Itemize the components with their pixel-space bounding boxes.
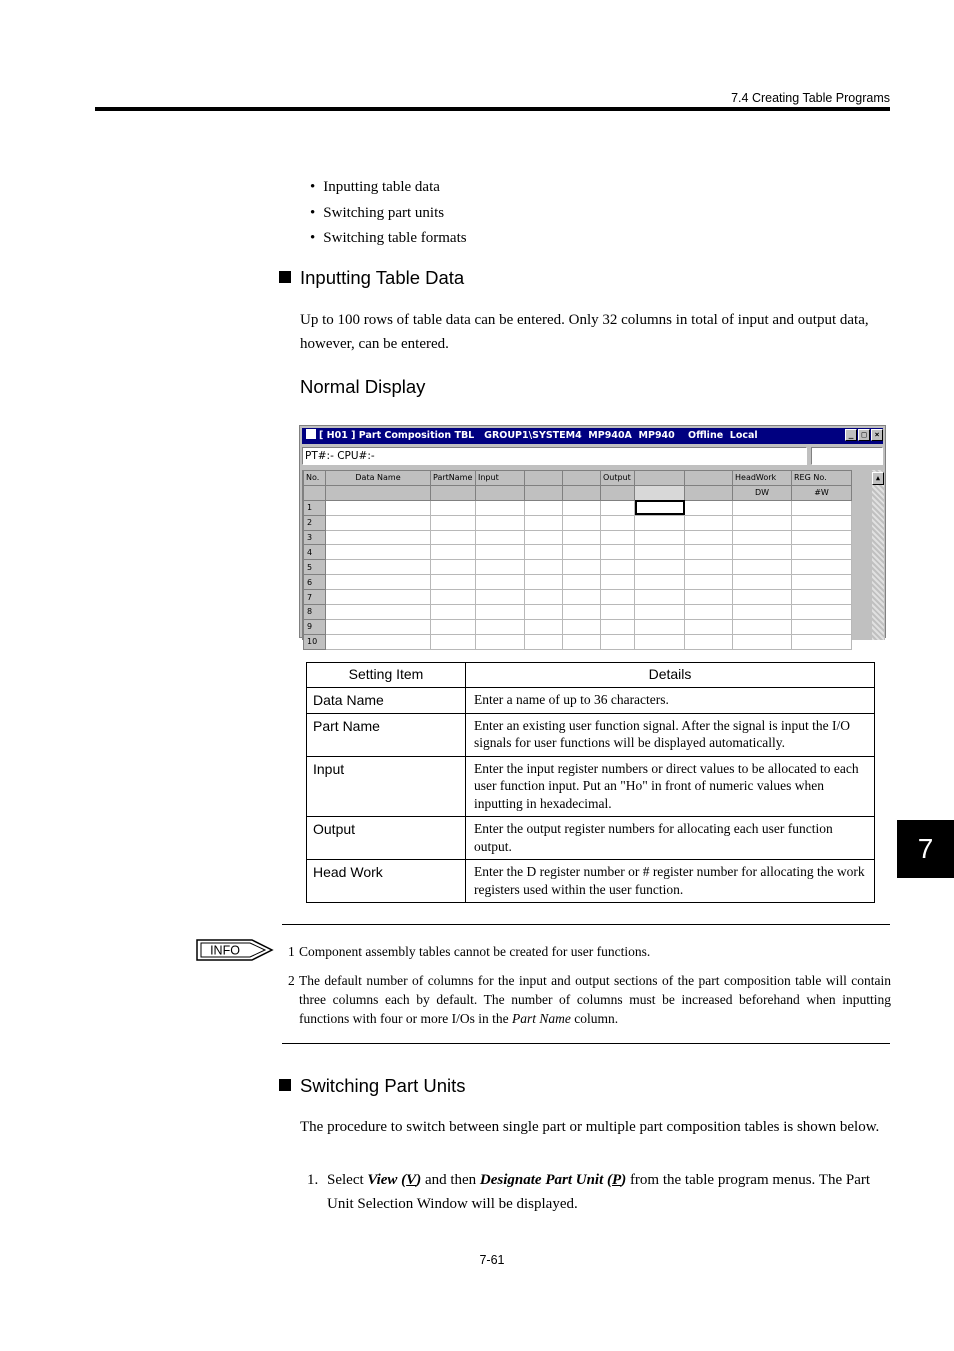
- table-row: [304, 500, 852, 515]
- grid-cell[interactable]: [563, 619, 601, 634]
- grid-cell[interactable]: [601, 545, 635, 560]
- grid-cell[interactable]: [525, 560, 563, 575]
- grid-cell[interactable]: [601, 634, 635, 649]
- grid-cell[interactable]: [525, 530, 563, 545]
- grid-cell[interactable]: [326, 530, 431, 545]
- info-icon: [196, 936, 274, 964]
- grid-column-header[interactable]: Input: [476, 471, 525, 486]
- grid-cell[interactable]: [635, 515, 685, 530]
- info-bottom-rule: [282, 1043, 890, 1044]
- grid-cell[interactable]: [635, 605, 685, 620]
- grid-cell[interactable]: [733, 500, 792, 515]
- grid-subheader-cell: [525, 485, 563, 500]
- grid-cell[interactable]: [476, 500, 525, 515]
- item-cell: Part Name: [307, 713, 466, 756]
- scroll-track[interactable]: [872, 470, 884, 640]
- grid-cell[interactable]: [476, 530, 525, 545]
- grid-cell[interactable]: [635, 545, 685, 560]
- item-cell: Output: [307, 817, 466, 860]
- section2-paragraph: The procedure to switch between single part or multiple part composition tables is shown below.: [300, 1119, 880, 1135]
- grid-cell[interactable]: [431, 560, 476, 575]
- step-1-text: Select View (V) and then Designate Part Unit (P) from the table program menus. The Part Unit Selection Window will be displayed.: [327, 1172, 871, 1212]
- item-cell: Input: [307, 756, 466, 817]
- grid-cell[interactable]: [792, 545, 852, 560]
- table-row: [307, 817, 875, 860]
- status-field: [811, 447, 883, 465]
- grid-cell[interactable]: [601, 590, 635, 605]
- grid-cell[interactable]: [326, 545, 431, 560]
- grid-cell[interactable]: [326, 590, 431, 605]
- grid-column-header[interactable]: Data Name: [326, 471, 431, 486]
- item-cell: Data Name: [307, 688, 466, 714]
- table-row: [304, 619, 852, 634]
- grid-cell[interactable]: [525, 575, 563, 590]
- grid-subheader-cell: [635, 485, 685, 500]
- row-number-cell[interactable]: 3: [304, 530, 326, 545]
- section-heading-switching: Switching Part Units: [279, 1075, 466, 1097]
- grid-cell[interactable]: [326, 515, 431, 530]
- header-setting-item: Setting Item: [307, 663, 466, 688]
- grid-cell[interactable]: [476, 560, 525, 575]
- scroll-up-icon[interactable]: ▲: [872, 472, 884, 485]
- page-number: 7-61: [479, 1253, 505, 1267]
- row-number-cell[interactable]: 6: [304, 575, 326, 590]
- chapter-tab: 7: [897, 820, 954, 878]
- grid-cell[interactable]: [601, 515, 635, 530]
- item-cell: Head Work: [307, 860, 466, 903]
- header-details: Details: [466, 663, 875, 688]
- running-header: 7.4 Creating Table Programs: [731, 91, 890, 105]
- grid-column-header[interactable]: [635, 471, 685, 486]
- grid-cell[interactable]: [563, 590, 601, 605]
- grid-cell[interactable]: [792, 590, 852, 605]
- data-grid: [303, 470, 852, 650]
- grid-column-header[interactable]: Output: [601, 471, 635, 486]
- grid-cell[interactable]: [431, 575, 476, 590]
- square-bullet-icon: [279, 1079, 291, 1091]
- table-row: [304, 530, 852, 545]
- table-row: [304, 634, 852, 649]
- list-item: • Switching table formats: [310, 226, 467, 252]
- grid-cell[interactable]: [476, 515, 525, 530]
- grid-cell[interactable]: [525, 634, 563, 649]
- grid-cell[interactable]: [431, 515, 476, 530]
- grid-cell[interactable]: [733, 575, 792, 590]
- table-header-row: [307, 663, 875, 688]
- grid-cell[interactable]: [792, 500, 852, 515]
- grid-cell[interactable]: [733, 530, 792, 545]
- grid-cell[interactable]: [563, 500, 601, 515]
- grid-cell[interactable]: [733, 619, 792, 634]
- window-icon: [306, 429, 316, 439]
- grid-cell[interactable]: [601, 575, 635, 590]
- grid-cell[interactable]: [601, 560, 635, 575]
- grid-cell[interactable]: [476, 575, 525, 590]
- grid-cell[interactable]: [476, 605, 525, 620]
- grid-cell[interactable]: [563, 634, 601, 649]
- settings-table: [306, 662, 875, 903]
- grid-cell[interactable]: [635, 590, 685, 605]
- row-number-cell[interactable]: 7: [304, 590, 326, 605]
- grid-subheader-cell: [476, 485, 525, 500]
- grid-cell[interactable]: [431, 530, 476, 545]
- grid-subheader-cell: [431, 485, 476, 500]
- grid-cell[interactable]: [635, 560, 685, 575]
- row-number-cell[interactable]: 10: [304, 634, 326, 649]
- grid-cell[interactable]: [476, 619, 525, 634]
- svg-text:INFO: INFO: [210, 943, 240, 958]
- grid-cell[interactable]: [525, 605, 563, 620]
- row-number-cell[interactable]: 9: [304, 619, 326, 634]
- grid-cell[interactable]: [563, 560, 601, 575]
- grid-cell[interactable]: [601, 619, 635, 634]
- grid-cell[interactable]: [476, 545, 525, 560]
- grid-cell[interactable]: [431, 545, 476, 560]
- table-row: [307, 756, 875, 817]
- grid-header-row: [304, 471, 852, 486]
- table-grid: [302, 470, 852, 647]
- grid-cell[interactable]: [431, 500, 476, 515]
- step-number: 1.: [307, 1172, 319, 1188]
- grid-cell[interactable]: [685, 560, 733, 575]
- table-row: [304, 605, 852, 620]
- grid-cell[interactable]: [792, 530, 852, 545]
- grid-cell[interactable]: [685, 634, 733, 649]
- grid-column-header[interactable]: [685, 471, 733, 486]
- grid-cell[interactable]: [792, 560, 852, 575]
- grid-subheader-cell: [326, 485, 431, 500]
- grid-cell[interactable]: [635, 634, 685, 649]
- grid-subheader-cell: [601, 485, 635, 500]
- grid-cell[interactable]: [525, 619, 563, 634]
- grid-cell[interactable]: [685, 605, 733, 620]
- grid-cell[interactable]: [733, 545, 792, 560]
- grid-cell[interactable]: [525, 545, 563, 560]
- row-number-cell[interactable]: 5: [304, 560, 326, 575]
- details-cell: Enter an existing user function signal. After the signal is input the I/O signals for user functions will be displayed automatically.: [466, 713, 875, 756]
- grid-cell[interactable]: [733, 590, 792, 605]
- grid-column-header[interactable]: PartName: [431, 471, 476, 486]
- grid-cell[interactable]: [635, 575, 685, 590]
- minimize-button[interactable]: _: [845, 429, 857, 441]
- table-row: [304, 560, 852, 575]
- grid-cell[interactable]: [601, 605, 635, 620]
- grid-cell[interactable]: [792, 634, 852, 649]
- grid-cell[interactable]: [792, 515, 852, 530]
- grid-cell[interactable]: [476, 634, 525, 649]
- grid-column-header[interactable]: [525, 471, 563, 486]
- part-composition-window: [299, 425, 886, 647]
- info-note-num: 1: [288, 944, 295, 959]
- row-number-cell[interactable]: 4: [304, 545, 326, 560]
- square-bullet-icon: [279, 271, 291, 283]
- row-number-cell[interactable]: 2: [304, 515, 326, 530]
- grid-cell[interactable]: [792, 575, 852, 590]
- table-row: [307, 688, 875, 714]
- grid-cell[interactable]: [525, 515, 563, 530]
- section-heading-inputting: Inputting Table Data: [279, 267, 464, 289]
- grid-cell[interactable]: [685, 619, 733, 634]
- grid-cell[interactable]: [635, 530, 685, 545]
- section-paragraph: Up to 100 rows of table data can be entered. Only 32 columns in total of input and output data, however, can be entered.: [300, 312, 869, 352]
- grid-column-header[interactable]: [563, 471, 601, 486]
- grid-cell[interactable]: [733, 605, 792, 620]
- grid-cell[interactable]: [431, 590, 476, 605]
- grid-subheader-cell: #W: [792, 485, 852, 500]
- grid-cell[interactable]: [601, 500, 635, 515]
- grid-cell[interactable]: [733, 515, 792, 530]
- details-cell: Enter the input register numbers or direct values to be allocated to each user function input. Put an "Ho" in front of numeric values when inputting in hexadecimal.: [466, 756, 875, 817]
- header-rule: [95, 107, 890, 111]
- grid-cell[interactable]: [563, 545, 601, 560]
- grid-cell[interactable]: [476, 590, 525, 605]
- grid-cell[interactable]: [563, 515, 601, 530]
- info-note-num: 2: [288, 973, 295, 988]
- grid-cell[interactable]: [685, 545, 733, 560]
- grid-cell[interactable]: [685, 575, 733, 590]
- table-row: [304, 575, 852, 590]
- subheading-normal-display: Normal Display: [300, 376, 426, 397]
- info-note-1: Component assembly tables cannot be created for user functions.: [299, 944, 651, 959]
- grid-cell[interactable]: [431, 605, 476, 620]
- grid-column-header[interactable]: No.: [304, 471, 326, 486]
- table-row: [304, 545, 852, 560]
- grid-cell[interactable]: [326, 619, 431, 634]
- grid-cell[interactable]: [563, 530, 601, 545]
- info-top-rule: [282, 924, 890, 925]
- grid-cell[interactable]: [733, 560, 792, 575]
- grid-cell[interactable]: [635, 619, 685, 634]
- grid-cell[interactable]: [326, 560, 431, 575]
- grid-cell[interactable]: [326, 500, 431, 515]
- row-number-cell[interactable]: 1: [304, 500, 326, 515]
- grid-subheader-cell: [563, 485, 601, 500]
- grid-cell[interactable]: [601, 530, 635, 545]
- grid-column-header[interactable]: HeadWork: [733, 471, 792, 486]
- grid-cell[interactable]: [326, 575, 431, 590]
- grid-cell[interactable]: [525, 500, 563, 515]
- grid-cell[interactable]: [326, 634, 431, 649]
- grid-subheader-cell: DW: [733, 485, 792, 500]
- table-row: [307, 713, 875, 756]
- table-row: [307, 860, 875, 903]
- grid-cell[interactable]: [525, 590, 563, 605]
- grid-cell[interactable]: [685, 500, 733, 515]
- details-cell: Enter the output register numbers for allocating each user function output.: [466, 817, 875, 860]
- grid-cell[interactable]: [635, 500, 685, 515]
- grid-subheader-cell: [685, 485, 733, 500]
- grid-subheader-row: [304, 485, 852, 500]
- grid-cell[interactable]: [563, 605, 601, 620]
- grid-cell[interactable]: [733, 634, 792, 649]
- table-row: [304, 515, 852, 530]
- grid-cell[interactable]: [685, 590, 733, 605]
- info-note-2: The default number of columns for the input and output sections of the part composition table will contain three columns each by default. The number of columns must be increased beforehand when inputting functions with four or more I/Os in the Part Name column.: [299, 973, 891, 1026]
- grid-cell[interactable]: [685, 530, 733, 545]
- window-titlebar: [ H01 ] Part Composition TBL GROUP1\SYSTEM4 MP940A MP940 Offline Local: [302, 428, 883, 444]
- grid-cell[interactable]: [431, 634, 476, 649]
- row-number-cell[interactable]: 8: [304, 605, 326, 620]
- details-cell: Enter the D register number or # register number for allocating the work registers used within the user function.: [466, 860, 875, 903]
- grid-cell[interactable]: [792, 605, 852, 620]
- list-item: • Inputting table data: [310, 175, 467, 201]
- vertical-scrollbar[interactable]: [852, 470, 885, 640]
- close-button[interactable]: ×: [871, 429, 883, 441]
- grid-subheader-cell: [304, 485, 326, 500]
- grid-cell[interactable]: [685, 515, 733, 530]
- grid-cell[interactable]: [792, 619, 852, 634]
- grid-cell[interactable]: [431, 619, 476, 634]
- details-cell: Enter a name of up to 36 characters.: [466, 688, 875, 714]
- topic-list: [310, 175, 467, 252]
- grid-cell[interactable]: [326, 605, 431, 620]
- list-item: • Switching part units: [310, 201, 467, 227]
- pt-cpu-field[interactable]: PT#:- CPU#:-: [302, 447, 807, 465]
- maximize-button[interactable]: □: [858, 429, 870, 441]
- grid-cell[interactable]: [563, 575, 601, 590]
- table-row: [304, 590, 852, 605]
- grid-column-header[interactable]: REG No.: [792, 471, 852, 486]
